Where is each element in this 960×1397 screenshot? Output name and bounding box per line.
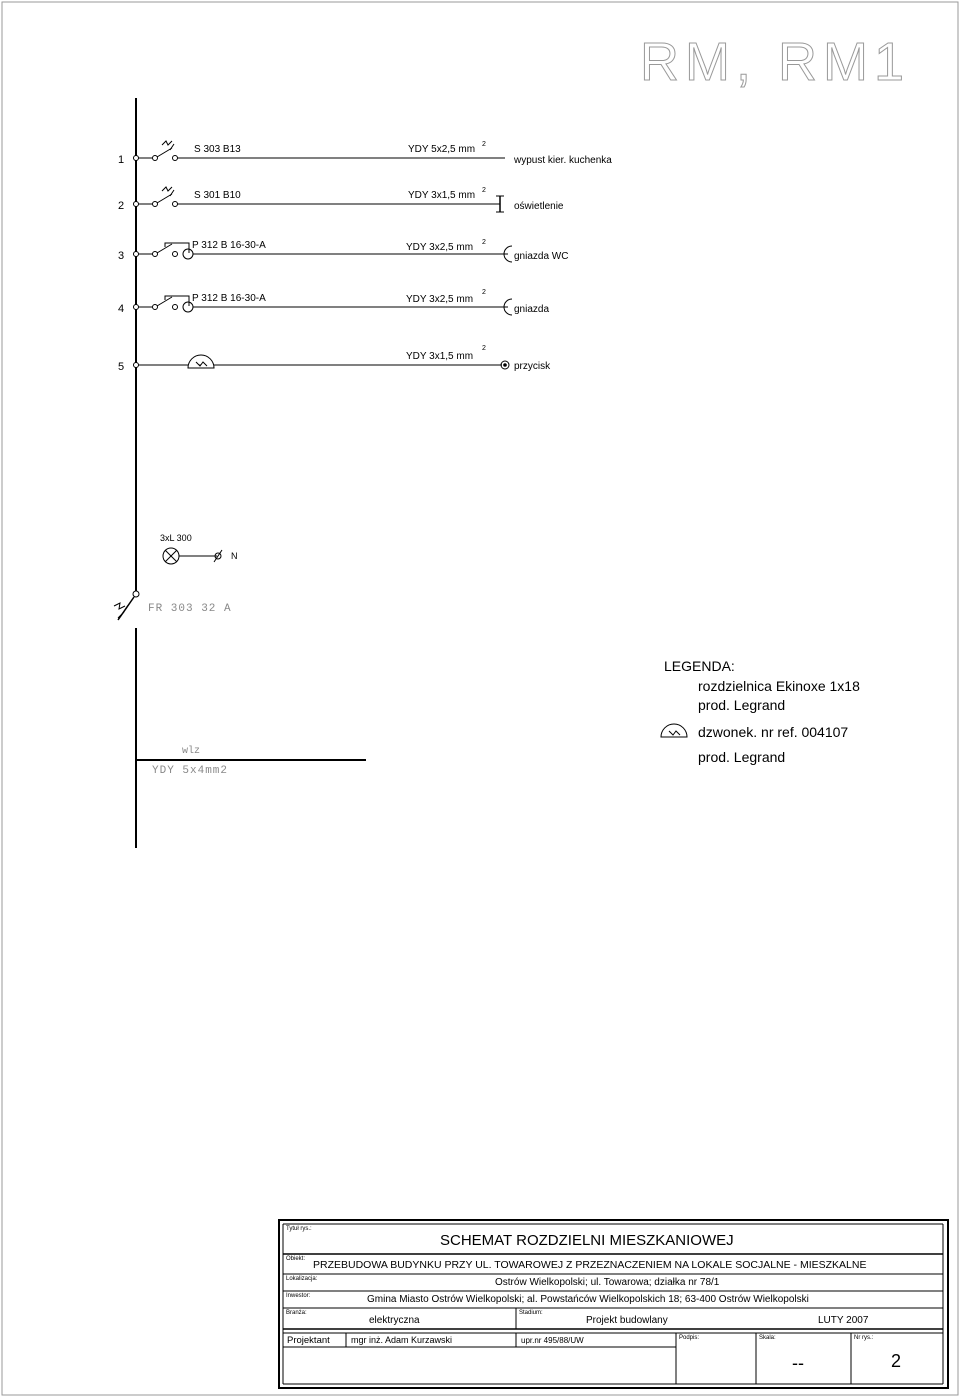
circuit-2 xyxy=(118,187,564,212)
title-field xyxy=(283,1224,943,1254)
circuit-cable: YDY 5x2,5 mm xyxy=(408,144,476,155)
location-field xyxy=(283,1274,943,1291)
license-field xyxy=(516,1333,676,1347)
cable-superscript: 2 xyxy=(482,239,486,246)
investor-field-label: Inwestor: xyxy=(286,1293,311,1299)
sheet-frame xyxy=(2,2,958,1395)
circuit-load: gniazda WC xyxy=(514,251,569,262)
bell-icon xyxy=(661,724,687,737)
legend xyxy=(661,658,860,765)
cable-superscript: 2 xyxy=(482,187,486,194)
branch-field xyxy=(283,1308,516,1329)
object-field xyxy=(283,1254,943,1274)
object-value: PRZEBUDOWA BUDYNKU PRZY UL. TOWAROWEJ Z PRZEZNACZENIEM NA LOKALE SOCJALNE - MIESZKALNE xyxy=(313,1259,867,1271)
sheet-number-field xyxy=(851,1333,943,1384)
header-title: RM, RM1 xyxy=(640,32,910,92)
scale-value: -- xyxy=(792,1353,804,1373)
sheet-number-value: 2 xyxy=(891,1351,902,1371)
cable-superscript: 2 xyxy=(482,289,486,296)
circuit-device: S 303 B13 xyxy=(194,144,241,155)
circuit-4 xyxy=(118,289,549,315)
circuit-load: przycisk xyxy=(514,361,551,372)
supply-section xyxy=(114,533,366,848)
signature-label: Podpis: xyxy=(679,1335,700,1341)
circuit-number: 4 xyxy=(118,303,125,315)
circuit-device: S 301 B10 xyxy=(194,190,241,201)
location-value: Ostrów Wielkopolski; ul. Towarowa; działka nr 78/1 xyxy=(495,1277,720,1288)
designer-name: mgr inż. Adam Kurzawski xyxy=(351,1335,453,1345)
sheet-number-label: Nr rys.: xyxy=(854,1335,874,1341)
license-value: upr.nr 495/88/UW xyxy=(521,1336,584,1345)
cable-superscript: 2 xyxy=(482,345,486,352)
designer-label: Projektant xyxy=(287,1335,330,1346)
legend-heading: LEGENDA: xyxy=(664,658,735,674)
main-switch-label: FR 303 32 A xyxy=(148,603,232,615)
title-field-label: Tytuł rys.: xyxy=(286,1226,312,1232)
circuit-load: gniazda xyxy=(514,304,550,315)
legend-item-2: dzwonek. nr ref. 004107 xyxy=(698,724,849,740)
drawing-title: SCHEMAT ROZDZIELNI MIESZKANIOWEJ xyxy=(440,1232,734,1249)
circuit-number: 5 xyxy=(118,361,125,373)
lamp-label: 3xL 300 xyxy=(160,533,192,543)
designer-name-field xyxy=(346,1333,516,1347)
investor-field xyxy=(283,1291,943,1308)
stage-field xyxy=(516,1308,943,1329)
circuit-load: oświetlenie xyxy=(514,201,564,212)
socket-symbol xyxy=(504,246,512,262)
designer-field xyxy=(283,1333,346,1347)
stage-field-label: Stadium: xyxy=(519,1310,543,1316)
socket-symbol xyxy=(504,299,512,315)
wlz-label: wlz xyxy=(182,746,201,757)
circuit-number: 2 xyxy=(118,200,125,212)
circuit-cable: YDY 3x2,5 mm xyxy=(406,242,474,253)
circuit-load: wypust kier. kuchenka xyxy=(514,155,612,166)
feed-cable-label: YDY 5x4mm2 xyxy=(152,765,229,777)
circuit-device: P 312 B 16-30-A xyxy=(192,240,266,251)
bell-symbol xyxy=(188,355,214,368)
circuit-device: P 312 B 16-30-A xyxy=(192,293,266,304)
signature-field xyxy=(676,1333,756,1384)
circuit-number: 3 xyxy=(118,250,125,262)
scale-label: Skala: xyxy=(759,1335,776,1341)
circuit-3 xyxy=(118,239,568,262)
object-field-label: Obiekt: xyxy=(286,1256,306,1262)
circuit-5 xyxy=(118,345,551,373)
legend-item-2-maker: prod. Legrand xyxy=(698,749,786,765)
title-block xyxy=(278,1219,949,1389)
circuit-cable: YDY 3x1,5 mm xyxy=(406,351,474,362)
branch-field-label: Branża: xyxy=(286,1310,307,1316)
legend-item-1: rozdzielnica Ekinoxe 1x18 xyxy=(698,678,860,694)
circuit-1 xyxy=(118,141,612,166)
neutral-label: N xyxy=(231,551,238,561)
date-value: LUTY 2007 xyxy=(818,1315,869,1326)
cable-superscript: 2 xyxy=(482,141,486,148)
stage-value: Projekt budowlany xyxy=(586,1315,668,1326)
location-field-label: Lokalizacja: xyxy=(286,1276,318,1282)
investor-value: Gmina Miasto Ostrów Wielkopolski; al. Powstańców Wielkopolskich 18; 63-400 Ostrów Wielkopolski xyxy=(367,1294,809,1305)
legend-item-1-maker: prod. Legrand xyxy=(698,697,786,713)
scale-field xyxy=(756,1333,851,1384)
circuit-number: 1 xyxy=(118,154,125,166)
circuit-cable: YDY 3x1,5 mm xyxy=(408,190,476,201)
circuit-cable: YDY 3x2,5 mm xyxy=(406,294,474,305)
branch-value: elektryczna xyxy=(369,1315,420,1326)
